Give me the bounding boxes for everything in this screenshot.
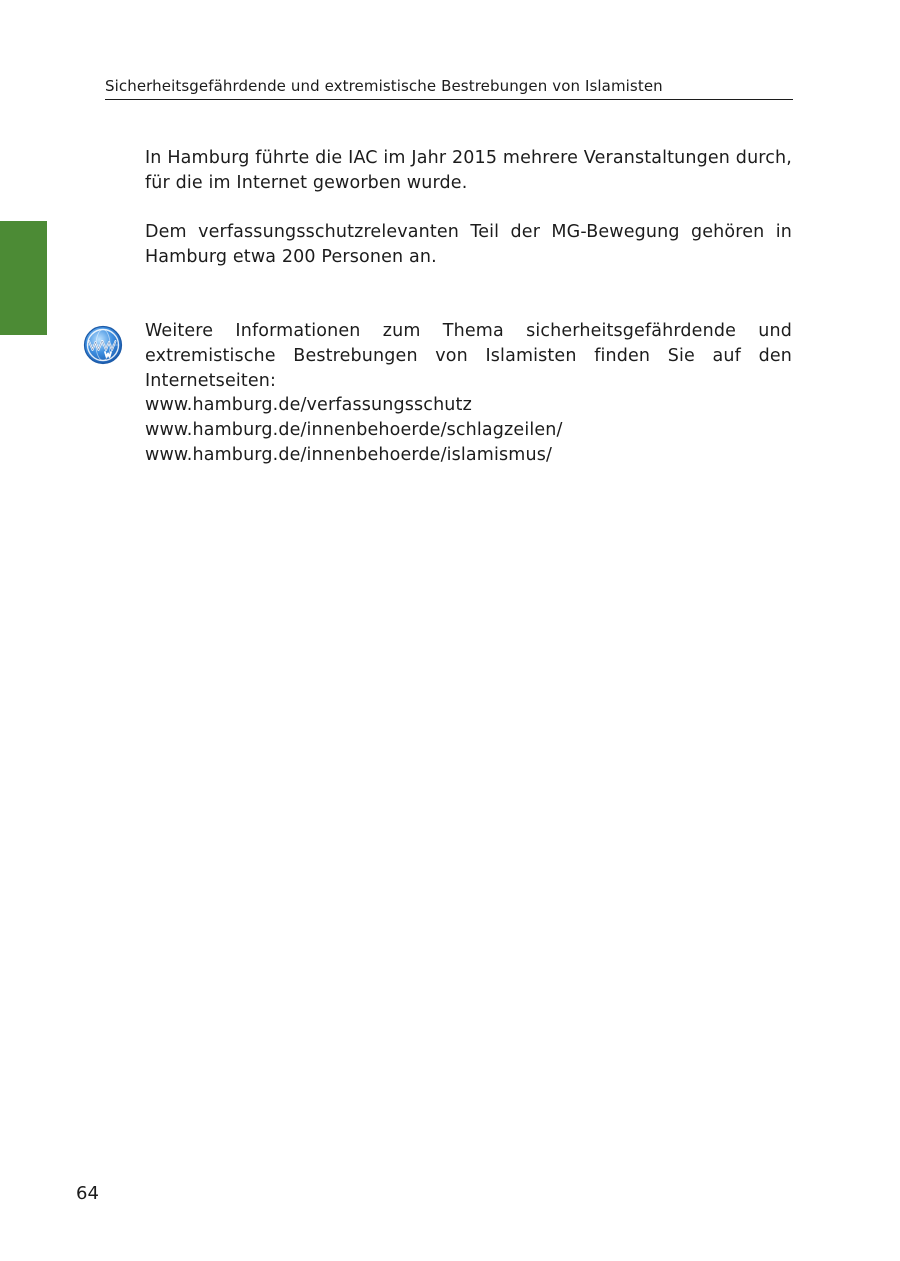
link-verfassungsschutz[interactable]: www.hamburg.de/verfassungsschutz (145, 395, 472, 415)
www-globe-icon (83, 325, 123, 365)
link-list (145, 393, 563, 468)
paragraph-mg-movement: Dem verfassungsschutzrelevanten Teil der MG-Bewegung gehören in Hamburg etwa 200 Personen an. (145, 222, 792, 267)
paragraph-iac-events: In Hamburg führte die IAC im Jahr 2015 mehrere Veranstaltungen durch, für die im Internet geworben wurde. (145, 148, 792, 193)
running-header (105, 75, 793, 100)
paragraph-further-info: Weitere Informationen zum Thema sicherheitsgefährdende und extremistische Bestrebungen von Islamisten finden Sie auf den Internetseiten: (145, 321, 792, 391)
link-islamismus[interactable]: www.hamburg.de/innenbehoerde/islamismus/ (145, 445, 553, 465)
chapter-color-tab (0, 221, 47, 335)
running-header-title: Sicherheitsgefährdende und extremistische Bestrebungen von Islamisten (105, 77, 663, 95)
page-number: 64 (76, 1183, 99, 1204)
link-schlagzeilen[interactable]: www.hamburg.de/innenbehoerde/schlagzeilen/ (145, 420, 563, 440)
